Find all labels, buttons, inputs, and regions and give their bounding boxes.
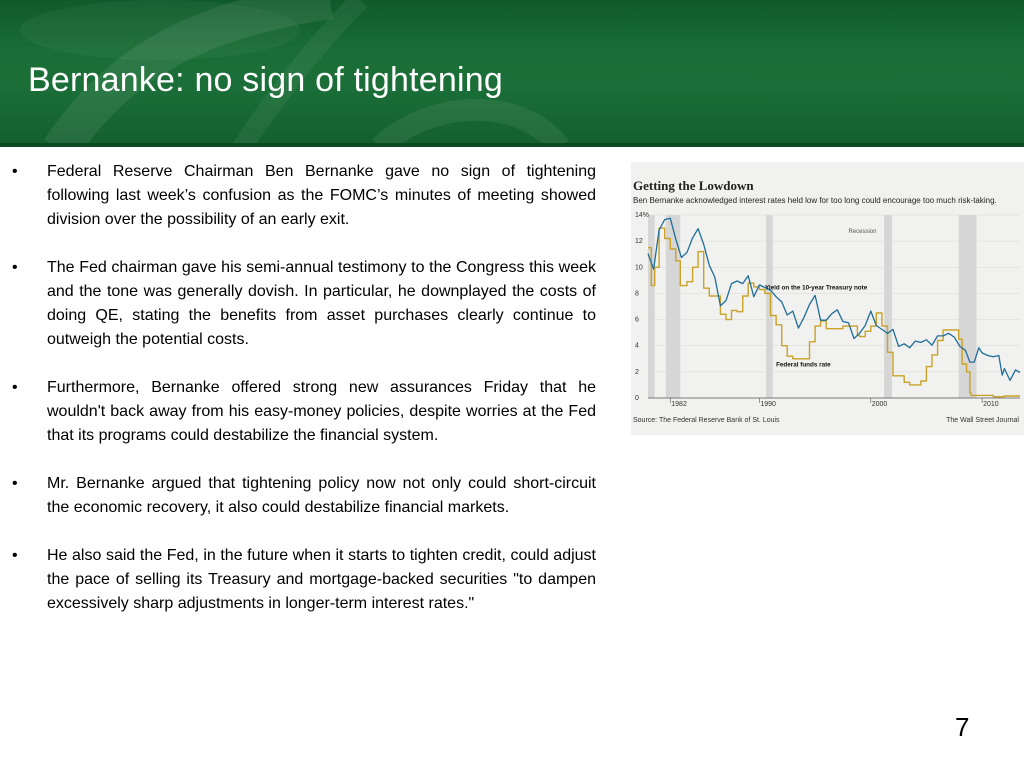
slide-title: Bernanke: no sign of tightening — [28, 61, 503, 99]
x-tick-label: 1990 — [760, 401, 776, 408]
chart-source: Source: The Federal Reserve Bank of St. Louis — [633, 417, 780, 424]
recession-band — [666, 215, 680, 398]
recession-band — [766, 215, 773, 398]
bullet-item — [0, 472, 596, 520]
bullet-text: Federal Reserve Chairman Ben Bernanke gave no sign of tightening following last week’s confusion as the FOMC’s minutes of meeting showed division over the possibility of an early exit. — [47, 163, 596, 228]
bullet-text: He also said the Fed, in the future when it starts to tighten credit, could adjust the pace of selling its Treasury and mortgage-backed securities "to dampen excessively sharp adjustments in longer-term interest rates." — [47, 547, 596, 612]
bullet-text: Mr. Bernanke argued that tightening policy now not only could short-circuit the economic recovery, it also could destabilize financial markets. — [47, 475, 596, 516]
page-number: 7 — [955, 712, 970, 742]
y-tick-label: 8 — [635, 290, 639, 298]
bullet-marker: • — [12, 475, 18, 492]
bullet-text: The Fed chairman gave his semi-annual testimony to the Congress this week and the tone was generally dovish. In particular, he downplayed the costs of doing QE, stating the benefits from asset purchases clearly continue to outweigh the potential costs. — [47, 259, 596, 348]
title-banner — [0, 0, 1024, 147]
y-tick-label: 12 — [635, 238, 643, 246]
bullet-item — [0, 544, 596, 616]
y-tick-label: 4 — [635, 342, 639, 350]
bullet-item — [0, 256, 596, 352]
bullet-text: Furthermore, Bernanke offered strong new assurances Friday that he wouldn't back away from his easy-money policies, despite worries at the Fed that its programs could destabilize the financial system. — [47, 379, 596, 444]
chart-credit: The Wall Street Journal — [946, 417, 1019, 424]
recession-band — [648, 215, 655, 398]
recession-band — [959, 215, 977, 398]
x-tick-label: 2000 — [871, 401, 888, 408]
chart-subtitle: Ben Bernanke acknowledged interest rates held low for too long could encourage too much risk-taking. — [633, 196, 997, 205]
x-tick-label: 1982 — [671, 401, 687, 408]
y-tick-label: 0 — [635, 395, 639, 402]
x-tick-label: 2010 — [983, 401, 999, 408]
rate-chart — [631, 205, 1024, 415]
bullet-item — [0, 160, 596, 232]
y-tick-label: 14% — [635, 212, 650, 219]
y-tick-label: 10 — [635, 264, 643, 272]
fed-funds-label: Federal funds rate — [776, 361, 831, 369]
recession-band — [884, 215, 892, 398]
treasury-label: Yield on the 10-year Treasury note — [764, 284, 868, 292]
bullet-list — [0, 160, 596, 640]
bullet-marker: • — [12, 547, 18, 564]
y-tick-label: 6 — [635, 316, 639, 324]
bullet-item — [0, 376, 596, 448]
chart-title: Getting the Lowdown — [633, 178, 754, 193]
y-tick-label: 2 — [635, 368, 639, 376]
bullet-marker: • — [12, 379, 18, 396]
bullet-marker: • — [12, 259, 18, 276]
bullet-marker: • — [12, 163, 18, 180]
recession-label: Recession — [848, 229, 877, 235]
